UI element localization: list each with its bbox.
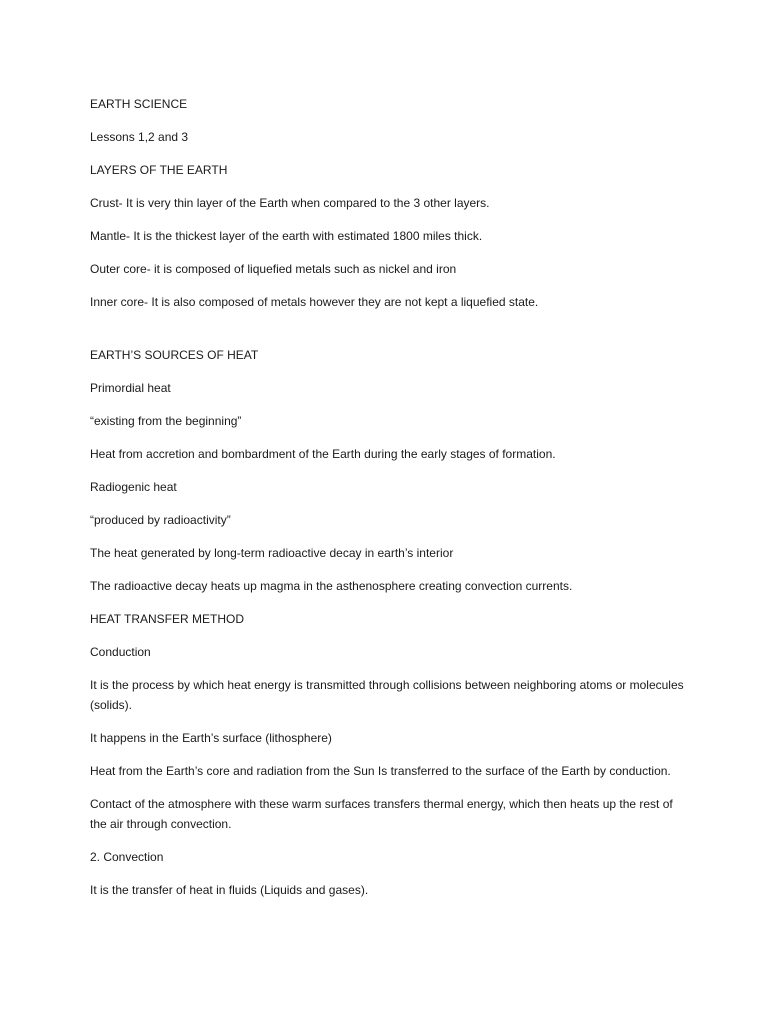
radiogenic-heat-quote: “produced by radioactivity”	[90, 513, 231, 527]
document-title: EARTH SCIENCE	[90, 97, 188, 111]
document-page	[90, 94, 690, 913]
section-heading-layers: LAYERS OF THE EARTH	[90, 163, 228, 177]
conduction-description-2: It happens in the Earth’s surface (lithosphere)	[90, 731, 332, 745]
primordial-heat-description: Heat from accretion and bombardment of the Earth during the early stages of formation.	[90, 447, 556, 461]
paragraph-crust: Crust- It is very thin layer of the Earth when compared to the 3 other layers.	[90, 196, 490, 210]
conduction-description-1: It is the process by which heat energy is transmitted through collisions between neighboring atoms or molecules (solids).	[90, 678, 684, 712]
section-heading-heat-transfer: HEAT TRANSFER METHOD	[90, 612, 245, 626]
primordial-heat-quote: “existing from the beginning”	[90, 414, 242, 428]
conduction-description-3: Heat from the Earth’s core and radiation from the Sun Is transferred to the surface of the Earth by conduction.	[90, 764, 671, 778]
section-heading-heat-sources: EARTH’S SOURCES OF HEAT	[90, 348, 259, 362]
radiogenic-heat-title: Radiogenic heat	[90, 480, 177, 494]
radiogenic-heat-description-1: The heat generated by long-term radioactive decay in earth’s interior	[90, 546, 454, 560]
convection-description-1: It is the transfer of heat in fluids (Liquids and gases).	[90, 883, 369, 897]
paragraph-inner-core: Inner core- It is also composed of metals however they are not kept a liquefied state.	[90, 295, 539, 309]
primordial-heat-title: Primordial heat	[90, 381, 171, 395]
blank-line	[90, 325, 690, 345]
paragraph-outer-core: Outer core- it is composed of liquefied metals such as nickel and iron	[90, 262, 457, 276]
convection-title: 2. Convection	[90, 850, 164, 864]
radiogenic-heat-description-2: The radioactive decay heats up magma in the asthenosphere creating convection currents.	[90, 579, 573, 593]
conduction-title: Conduction	[90, 645, 151, 659]
conduction-description-4: Contact of the atmosphere with these warm surfaces transfers thermal energy, which then heats up the rest of the air through convection.	[90, 797, 673, 831]
document-subtitle: Lessons 1,2 and 3	[90, 130, 189, 144]
paragraph-mantle: Mantle- It is the thickest layer of the earth with estimated 1800 miles thick.	[90, 229, 483, 243]
